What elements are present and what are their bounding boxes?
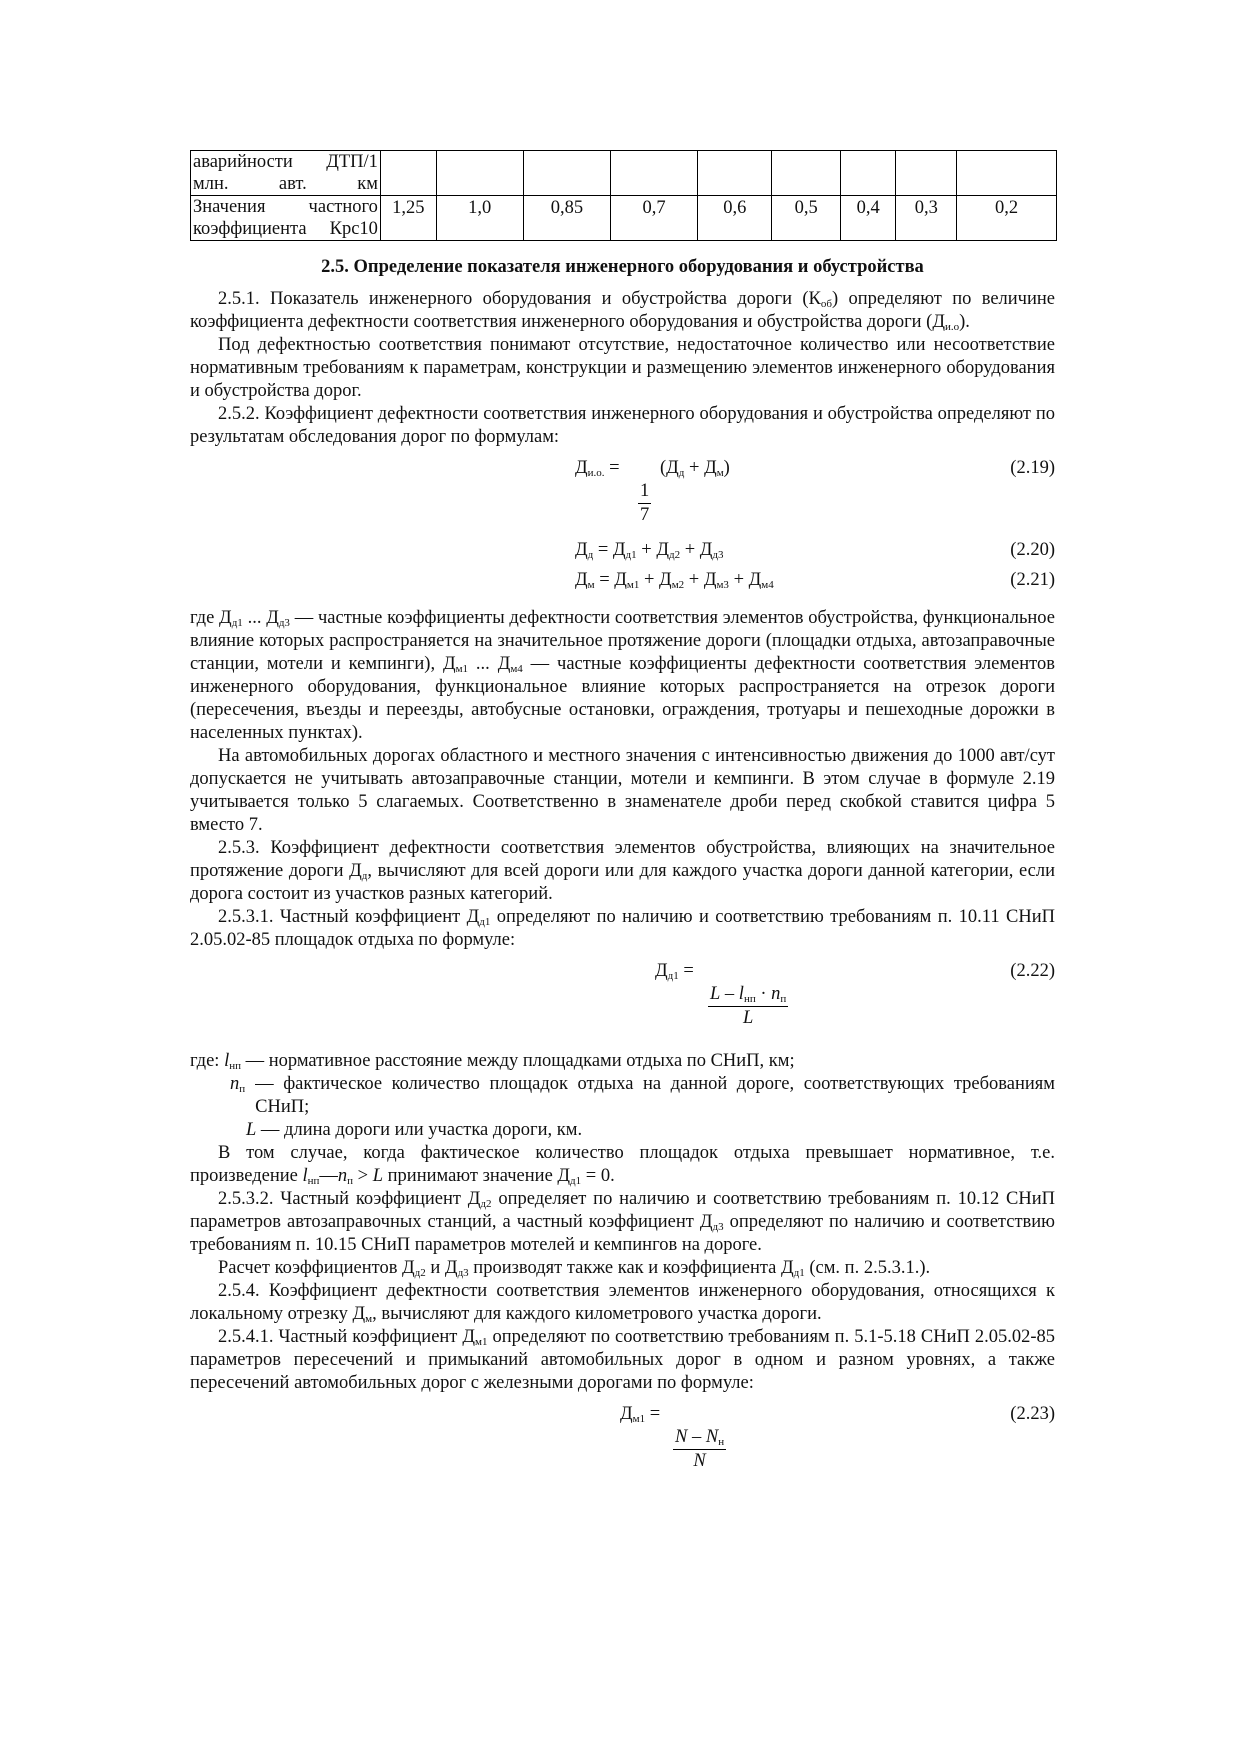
formula-2-22: $Д_{д1}$ = $L - l_{нп} \cdot n_п$ L (2.22) — [655, 961, 1055, 1028]
section-title: 2.5. Определение показателя инженерного оборудования и обустройства — [321, 257, 924, 277]
paragraph-calculation: Расчет коэффициентов $Д_{д2}$ и $Д_{д3}$ производят также как и коэффициента $Д_{д1}$ (см. п. 2.5.3.1.). — [218, 1258, 931, 1279]
fraction-intersections: N – $N_н$ N — [675, 1427, 725, 1471]
formula-number: (2.23) — [1010, 1404, 1055, 1424]
paragraph-2-5-1: 2.5.1. Показатель инженерного оборудования и обустройства дороги $(К_{об})$ определяют по величине коэффициента дефектности соответствия инженерного оборудования и обустройства дороги $(Д_{и.о})$. — [190, 289, 1055, 333]
paragraph-2-5-3-2: 2.5.3.2. Частный коэффициент $Д_{д2}$ определяет по наличию и соответствию требованиям п. 10.12 СНиП параметров автозаправочных станций, а частный коэффициент $Д_{д3}$ определяют по наличию и соответствию требованиям п. 10.15 СНиП параметров мотелей и кемпингов на дороге. — [190, 1189, 1056, 1255]
table-cell — [896, 151, 957, 196]
paragraph-2-5-3-1: 2.5.3.1. Частный коэффициент $Д_{д1}$ определяют по наличию и соответствию требованиям п. 10.11 СНиП 2.05.02-85 площадок отдыха по формуле: — [190, 907, 1055, 950]
table-cell — [840, 151, 896, 196]
formula-2-23: $Д_{м1}$ = N – $N_н$ N (2.23) — [620, 1404, 1055, 1471]
legend-item: $n_п$ — фактическое количество площадок отдыха на данной дороге, соответствующих требованиям СНиП; — [230, 1074, 1055, 1117]
paragraph-exceeds: В том случае, когда фактическое количество площадок отдыха превышает нормативное, т.е. произведение $l_{нп}—n_п > L$ принимают значение $Д_{д1} = 0$. — [190, 1143, 1055, 1187]
formula-number: (2.19) — [1010, 458, 1055, 478]
table-row — [191, 151, 1057, 196]
table-cell — [436, 151, 523, 196]
formula-number: (2.22) — [1010, 961, 1055, 981]
table-cell: 0,6 — [698, 196, 772, 241]
table-row — [191, 196, 1057, 241]
paragraph-2-5-2: 2.5.2. Коэффициент дефектности соответствия инженерного оборудования и обустройства определяют по результатам обследования дорог по формулам: — [190, 404, 1055, 447]
formula-number: (2.20) — [1010, 540, 1055, 560]
table-cell-label: Значения частного коэффициента Крс10 — [191, 196, 381, 241]
table-cell — [380, 151, 436, 196]
legend-item: где: $l_{нп}$ — нормативное расстояние между площадками отдыха по СНиП, км; — [190, 1051, 795, 1072]
table-cell — [957, 151, 1057, 196]
table-cell — [772, 151, 840, 196]
table-cell: 0,2 — [957, 196, 1057, 241]
formula-2-20: $Д_д = Д_{д1} + Д_{д2} + Д_{д3}$ (2.20) — [575, 540, 1055, 561]
paragraph-2-5-4: 2.5.4. Коэффициент дефектности соответствия элементов инженерного оборудования, относящихся к локальному отрезку $Д_м$, вычисляют для каждого километрового участка дороги. — [190, 1281, 1055, 1325]
table-cell: 0,7 — [611, 196, 698, 241]
legend-item: L — длина дороги или участка дороги, км. — [246, 1120, 583, 1140]
formula-legend — [190, 1050, 1055, 1142]
paragraph-defect-definition: Под дефектностью соответствия понимают отсутствие, недостаточное количество или несоответствие нормативным требованиям к параметрам, конструкции и размещению элементов инженерного оборудования и обустройства дорог. — [190, 335, 1055, 401]
table-cell — [698, 151, 772, 196]
fraction-one-seventh: $\frac{1}{7}$ — [640, 481, 650, 525]
coefficient-table — [190, 150, 1057, 241]
paragraph-2-5-3: 2.5.3. Коэффициент дефектности соответствия элементов обустройства, влияющих на значительное протяжение дороги $Д_д$, вычисляют для всей дороги или для каждого участка дороги данной категории, если дорога состоит из участков разных категорий. — [190, 838, 1055, 904]
table-cell: 1,25 — [380, 196, 436, 241]
paragraph-2-5-4-1: 2.5.4.1. Частный коэффициент $Д_{м1}$ определяют по соответствию требованиям п. 5.1-5.18 СНиП 2.05.02-85 параметров пересечений и примыканий автомобильных дорог в одном и разном уровнях, а также пересечений автомобильных дорог с железными дорогами по формуле: — [190, 1327, 1056, 1393]
table-cell-label: аварийности ДТП/1 млн. авт. км — [191, 151, 381, 196]
table-cell: 1,0 — [436, 196, 523, 241]
formula-2-21: $Д_м = Д_{м1} + Д_{м2} + Д_{м3} + Д_{м4}$ (2.21) — [575, 570, 1055, 591]
document-page — [190, 150, 1055, 1483]
fraction-rest-areas: $L - l_{нп} \cdot n_п$ L — [710, 984, 787, 1028]
table-cell: 0,3 — [896, 196, 957, 241]
table-cell: 0,85 — [523, 196, 610, 241]
table-cell: 0,4 — [840, 196, 896, 241]
formula-number: (2.21) — [1010, 570, 1055, 590]
paragraph-regional-roads: На автомобильных дорогах областного и местного значения с интенсивностью движения до 1000 авт/сут допускается не учитывать автозаправочные станции, мотели и кемпинги. В этом случае в формуле 2.19 учитывается только 5 слагаемых. Соответственно в знаменателе дроби перед скобкой ставится цифра 5 вместо 7. — [190, 746, 1055, 835]
paragraph-where: где $Д_{д1}$ ... $Д_{д3}$ — частные коэффициенты дефектности соответствия элементов обустройства, функциональное влияние которых распространяется на значительное протяжение дороги (площадки отдыха, автозаправочные станции, мотели и кемпинги), $Д_{м1}$ ... $Д_{м4}$ — частные коэффициенты дефектности соответствия элементов инженерного оборудования, функциональное влияние которых распространяется на отрезок дороги (пересечения, въезды и переезды, автобусные остановки, ограждения, тротуары и пешеходные дорожки в населенных пунктах). — [190, 608, 1055, 743]
table-cell — [523, 151, 610, 196]
table-cell — [611, 151, 698, 196]
table-cell: 0,5 — [772, 196, 840, 241]
formula-2-19: $Д_{и.о.}$ = $(Д_д + Д_м)$ $\frac{1}{7}$ (2.19) — [575, 458, 1055, 525]
